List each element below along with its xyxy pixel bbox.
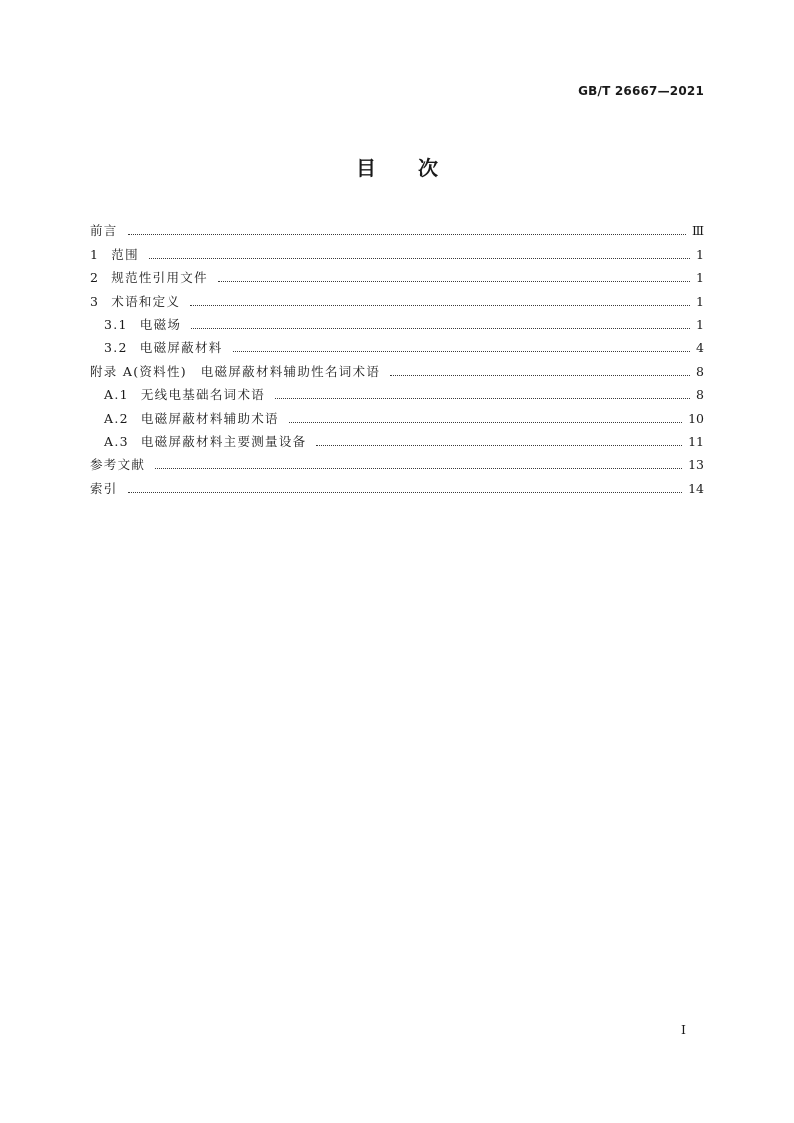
toc-dot-leader xyxy=(190,304,690,306)
toc-entry-text: 规范性引用文件 xyxy=(111,270,208,286)
toc-entry-label xyxy=(90,457,145,473)
toc-entry[interactable] xyxy=(90,263,704,286)
toc-entry-page: 1 xyxy=(696,246,704,262)
toc-entry-label xyxy=(104,317,181,333)
toc-entry[interactable] xyxy=(90,310,704,333)
toc-dot-leader xyxy=(218,280,690,282)
toc-entry-text: 电磁屏蔽材料 xyxy=(139,340,223,356)
page-number: I xyxy=(681,1022,686,1037)
toc-entry-text: 电磁场 xyxy=(139,316,182,332)
toc-entry[interactable] xyxy=(90,286,704,309)
toc-entry[interactable] xyxy=(90,216,704,239)
toc-dot-leader xyxy=(289,421,682,423)
toc-entry-number: A.1 xyxy=(104,387,129,403)
toc-dot-leader xyxy=(316,444,682,446)
toc-entry-label xyxy=(104,340,223,356)
toc-entry-label xyxy=(90,364,380,380)
toc-entry-page: 13 xyxy=(688,457,704,473)
toc-entry-label xyxy=(104,411,279,427)
toc-dot-leader xyxy=(128,491,682,493)
toc-entry-label xyxy=(90,223,118,239)
toc-entry-label xyxy=(104,434,306,450)
toc-entry-page: 11 xyxy=(688,433,704,449)
toc-entry-text: 参考文献 xyxy=(90,457,146,473)
toc-dot-leader xyxy=(149,257,690,259)
toc-dot-leader xyxy=(155,467,682,469)
toc-dot-leader xyxy=(128,233,686,235)
toc-dot-leader xyxy=(233,350,690,352)
toc-entry[interactable] xyxy=(90,473,704,496)
toc-entry-number: 3.1 xyxy=(104,316,128,332)
toc-dot-leader xyxy=(275,397,690,399)
toc-dot-leader xyxy=(390,374,690,376)
toc-entry-number: 3.2 xyxy=(104,340,128,356)
toc-entry-text: 附录 A(资料性) 电磁屏蔽材料辅助性名词术语 xyxy=(90,363,381,379)
toc-entry-page: 1 xyxy=(696,293,704,309)
toc-entry-page: 1 xyxy=(696,316,704,332)
toc-entry-page: 1 xyxy=(696,270,704,286)
toc-entry-page: 10 xyxy=(688,410,704,426)
toc-entry[interactable] xyxy=(90,356,704,379)
toc-entry-number: A.3 xyxy=(104,433,129,449)
toc-entry[interactable] xyxy=(90,239,704,262)
toc-entry-label xyxy=(104,387,265,403)
toc-entry-text: 范围 xyxy=(111,246,139,262)
toc-entry-text: 术语和定义 xyxy=(111,293,181,309)
toc-entry-label xyxy=(90,481,118,497)
toc-entry-text: 索引 xyxy=(90,480,118,496)
page-title: 目次 xyxy=(356,156,480,180)
toc-entry-label xyxy=(90,247,139,263)
toc-entry[interactable] xyxy=(90,403,704,426)
standard-number: GB/T 26667—2021 xyxy=(578,84,704,98)
toc-entry-text: 前言 xyxy=(90,223,118,239)
toc-entry-text: 无线电基础名词术语 xyxy=(140,387,266,403)
toc-entry-page: 8 xyxy=(696,363,704,379)
table-of-contents xyxy=(90,216,704,497)
toc-entry-page: 8 xyxy=(696,387,704,403)
toc-dot-leader xyxy=(191,327,690,329)
toc-entry-page: 4 xyxy=(696,340,704,356)
toc-entry-number: 3 xyxy=(90,293,100,309)
toc-entry-number: 1 xyxy=(90,246,100,262)
toc-entry-page: Ⅲ xyxy=(691,223,704,239)
toc-entry-label xyxy=(90,294,180,310)
toc-entry[interactable] xyxy=(90,450,704,473)
toc-entry[interactable] xyxy=(90,427,704,450)
toc-entry-text: 电磁屏蔽材料辅助术语 xyxy=(140,410,279,426)
toc-entry-number: A.2 xyxy=(104,410,129,426)
toc-entry[interactable] xyxy=(90,380,704,403)
toc-entry[interactable] xyxy=(90,333,704,356)
toc-entry-page: 14 xyxy=(688,480,704,496)
toc-entry-text: 电磁屏蔽材料主要测量设备 xyxy=(140,433,307,449)
toc-entry-label xyxy=(90,270,208,286)
toc-entry-number: 2 xyxy=(90,270,100,286)
